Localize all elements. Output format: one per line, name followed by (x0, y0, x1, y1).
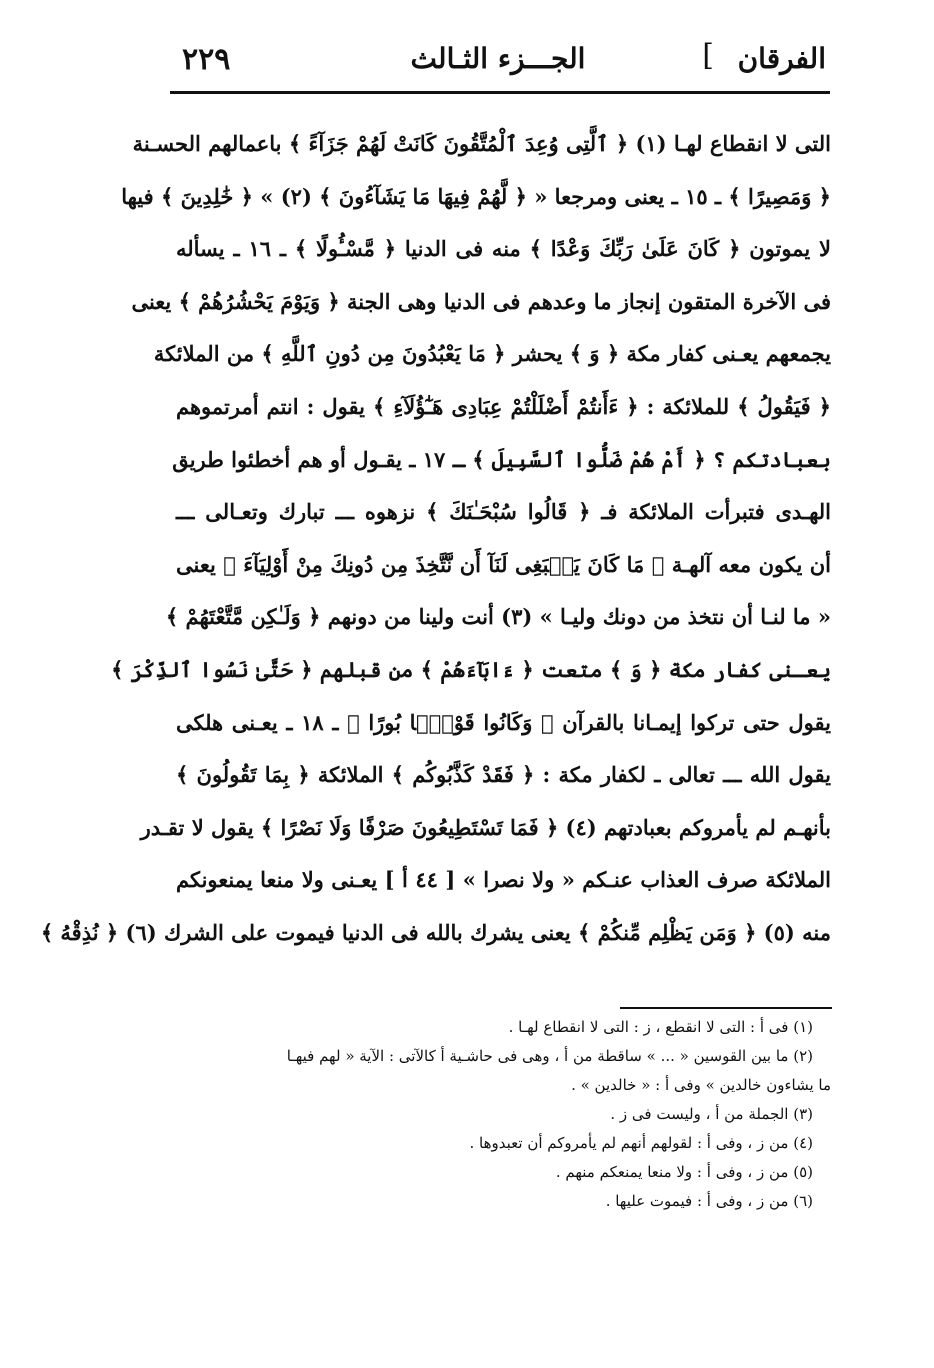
text-line: ﴿ فَيَقُولُ ﴾ للملائكة : ﴿ ءَأَنتُمْ أَضْلَلْتُمْ عِبَادِى هَـٰٓؤُلَآءِ ﴾ يقول : انتم أمرتموهم (176, 393, 831, 419)
text-line: بعبادتكم ؟ ﴿ أَمْ هُمْ ضَلُّوا ٱلسَّبِيلَ ﴾ ـ ١٧ ـ يقـول أو هم أخطئوا طريق (172, 446, 831, 472)
main-text (40, 118, 831, 960)
page-number: ٢٢٩ (182, 42, 231, 77)
text-line: ﴿ وَمَصِيرًا ﴾ ـ ١٥ ـ يعنى ومرجعا « ﴿ لَّهُمْ فِيهَا مَا يَشَآءُونَ ﴾ (٢) » ﴿ خَٰلِدِينَ ﴾ فيها (121, 183, 831, 209)
text-line: يعـنى كفار مكة ﴿ وَ ﴾ متعت ﴿ ءَابَآءَهُمْ ﴾ من قبلهم ﴿ حَتَّىٰ نَسُوا ٱلذِّكْرَ ﴾ (111, 656, 831, 682)
header-rule (170, 91, 830, 94)
text-line: الهـدى فتبرأت الملائكة فـ ﴿ قَالُوا سُبْحَـٰنَكَ ﴾ نزهوه ـــ تبارك وتعـالى ـــ (176, 499, 831, 525)
part-title: الجـــزء الثـالث (410, 42, 586, 75)
text-line: يقول حتى تركوا إيمـانا بالقرآن ﴿ وَكَانُوا قَوْمًۢا بُورًا ﴾ ـ ١٨ ـ يعـنى هلكى (176, 709, 831, 735)
footnote-rule (620, 1007, 832, 1009)
footnote: (٦) من ز ، وفى أ : فيموت عليها . (605, 1192, 813, 1210)
text-line: التى لا انقطاع لهـا (١) ﴿ ٱلَّتِى وُعِدَ ٱلْمُتَّقُونَ كَانَتْ لَهُمْ جَزَآءً ﴾ باعمالهم الحسـنة (132, 131, 831, 156)
text-line: أن يكون معه آلهـة ﴿ مَا كَانَ يَنۢبَغِى لَنَآ أَن نَّتَّخِذَ مِن دُونِكَ مِنْ أَوْلِيَآءَ ﴾ يعنى (176, 551, 831, 577)
footnote: (٤) من ز ، وفى أ : لقولهم أنهم لم يأمروكم أن تعبدوها . (469, 1134, 813, 1152)
text-line: بأنهـم لم يأمروكم بعبادتهم (٤) ﴿ فَمَا تَسْتَطِيعُونَ صَرْفًا وَلَا نَصْرًا ﴾ يقول لا تقـدر (140, 814, 831, 840)
text-line: لا يموتون ﴿ كَانَ عَلَىٰ رَبِّكَ وَعْدًا ﴾ منه فى الدنيا ﴿ مَّسْـُٔولًا ﴾ ـ ١٦ ـ يسأله (176, 236, 831, 262)
text-line: « ما لنـا أن نتخذ من دونك وليـا » (٣) أنت ولينا من دونهم ﴿ وَلَـٰكِن مَّتَّعْتَهُمْ ﴾ (165, 604, 831, 630)
running-header (170, 32, 826, 88)
footnote: (٢) ما بين القوسين « ... » ساقطة من أ ، وهى فى حاشـية أ كالآتى : الآية « لهم فيهـا (286, 1047, 813, 1065)
footnote: (٣) الجملة من أ ، وليست فى ز . (610, 1105, 813, 1123)
text-line: يجمعهم يعـنى كفار مكة ﴿ وَ ﴾ يحشر ﴿ مَا يَعْبُدُونَ مِن دُونِ ٱللَّهِ ﴾ من الملائكة (153, 341, 831, 367)
section-title: الفرقان (737, 42, 826, 75)
text-line: الملائكة صرف العذاب عنـكم « ولا نصرا » [ ٤٤ أ ] يعـنى ولا منعا يمنعونكم (176, 867, 831, 893)
text-line: يقول الله ـــ تعالى ـ لكفار مكة : ﴿ فَقَدْ كَذَّبُوكُم ﴾ الملائكة ﴿ بِمَا تَقُولُونَ ﴾ (176, 762, 831, 788)
footnote: (١) فى أ : التى لا انقطع ، ز : التى لا انقطاع لهـا . (508, 1018, 813, 1036)
text-line: فى الآخرة المتقون إنجاز ما وعدهم فى الدنيا وهى الجنة ﴿ وَيَوْمَ يَحْشُرُهُمْ ﴾ يعنى (131, 288, 831, 314)
footnote-continuation: ما يشاءون خالدين » وفى أ : « خالدين » . (571, 1076, 831, 1094)
footnote: (٥) من ز ، وفى أ : ولا منعا يمنعكم منهم . (555, 1163, 813, 1181)
header-bracket: ] (702, 38, 714, 73)
text-line: منه (٥) ﴿ وَمَن يَظْلِم مِّنكُمْ ﴾ يعنى يشرك بالله فى الدنيا فيموت على الشرك (٦) ﴿ نُذِقْهُ ﴾ (40, 919, 831, 945)
footnotes (176, 1013, 831, 1216)
